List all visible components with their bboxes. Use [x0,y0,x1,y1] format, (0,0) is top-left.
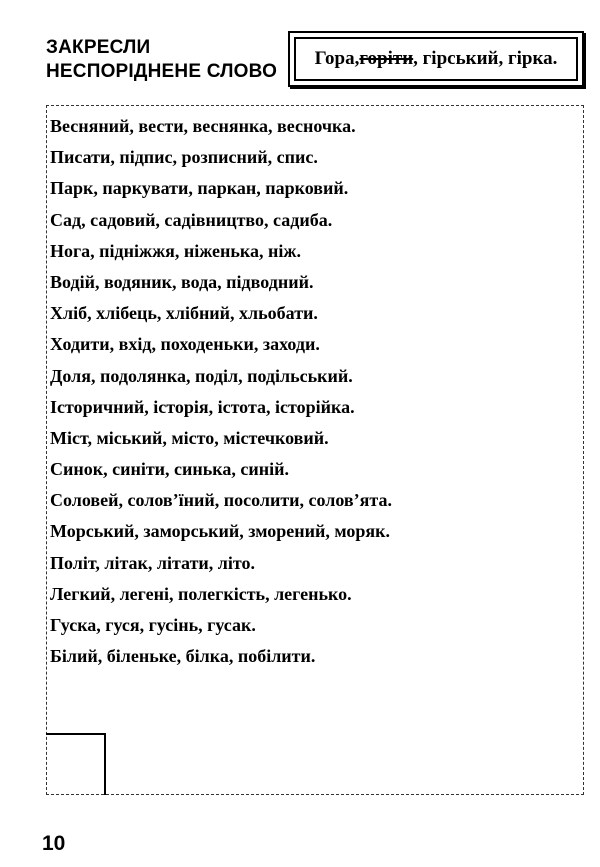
exercise-title [46,36,286,84]
word-row[interactable]: Сад, садовий, садівництво, садиба. [50,209,333,230]
word-row[interactable]: Історичний, історія, істота, історійка. [50,396,355,417]
word-row[interactable]: Морський, заморський, зморений, моряк. [50,521,391,542]
word-row[interactable]: Білий, біленьке, білка, побілити. [50,646,316,667]
title-line-1: ЗАКРЕСЛИ [46,37,151,58]
word-row[interactable]: Писати, підпис, розписний, спис. [50,147,318,168]
example-text [294,37,578,81]
title-line-2: НЕСПОРІДНЕНЕ СЛОВО [46,61,278,82]
word-row[interactable]: Парк, паркувати, паркан, парковий. [50,178,349,199]
example-box [288,31,584,87]
word-row[interactable]: Весняний, вести, веснянка, весночка. [50,116,356,136]
page-number: 10 [42,832,66,855]
word-row[interactable]: Міст, міський, місто, містечковий. [50,427,329,448]
word-list [50,111,570,672]
word-row[interactable]: Ходити, вхід, походеньки, заходи. [50,334,320,355]
score-box[interactable] [46,733,106,795]
word-row[interactable]: Нога, підніжжя, ніженька, ніж. [50,240,301,261]
example-crossed-word: горіти [359,48,414,69]
word-row[interactable]: Водій, водяник, вода, підводний. [50,271,314,292]
example-before: Гора, [314,48,360,69]
word-row[interactable]: Хліб, хлібець, хлібний, хльобати. [50,303,318,324]
word-row[interactable]: Доля, подолянка, поділ, подільський. [50,365,353,386]
word-row[interactable]: Синок, синіти, синька, синій. [50,459,290,480]
example-after: , гірський, гірка. [413,48,558,69]
word-row[interactable]: Політ, літак, літати, літо. [50,552,255,573]
word-row[interactable]: Гуска, гуся, гусінь, гусак. [50,615,256,635]
word-row[interactable]: Легкий, легені, полегкість, легенько. [50,583,352,604]
word-row[interactable]: Соловей, солов’їний, посолити, солов’ята. [50,490,392,511]
